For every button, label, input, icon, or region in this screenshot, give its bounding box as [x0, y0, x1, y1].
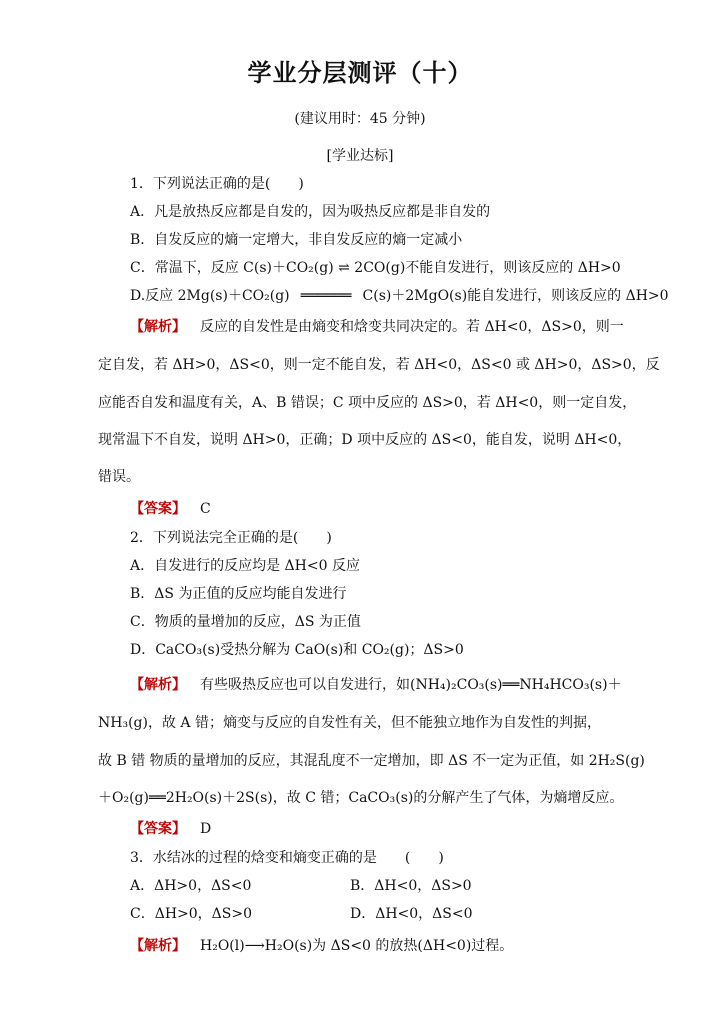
- analysis-tag: 【解析】: [130, 319, 186, 335]
- q1-option-d-reactants: D.反应 2Mg(s)＋CO₂(g): [130, 288, 290, 304]
- q1-explanation-line: 定自发，若 ΔH>0，ΔS<0，则一定不能自发，若 ΔH<0，ΔS<0 或 ΔH>0，ΔS>0，反: [98, 357, 660, 373]
- q3-option-d: D．ΔH<0，ΔS<0: [350, 906, 473, 922]
- q1-answer: [130, 500, 211, 518]
- q1-explanation-text: 反应的自发性是由熵变和焓变共同决定的。若 ΔH<0，ΔS>0，则一: [200, 319, 624, 335]
- page-title: 学业分层测评（十）: [247, 59, 473, 87]
- q3-option-c: C．ΔH>0，ΔS>0: [130, 906, 253, 922]
- answer-tag: 【答案】: [130, 501, 186, 517]
- q3-explanation-text: H₂O(l)⟶H₂O(s)为 ΔS<0 的放热(ΔH<0)过程。: [200, 938, 514, 954]
- q1-answer-value: C: [200, 501, 211, 517]
- q2-option-b: B．ΔS 为正值的反应均能自发进行: [130, 586, 347, 602]
- q2-explanation-line: 故 B 错 物质的量增加的反应，其混乱度不一定增加，即 ΔS 不一定为正值，如 2H₂S(g): [98, 753, 645, 769]
- q2-explanation-line: [130, 676, 622, 694]
- q2-explanation-text: 有些吸热反应也可以自发进行，如(NH₄)₂CO₃(s)══NH₄HCO₃(s)＋: [200, 677, 622, 693]
- q1-explanation-line: 错误。: [98, 469, 140, 485]
- time-note: (建议用时：45 分钟): [294, 111, 426, 127]
- q1-explanation-line: 应能否自发和温度有关，A、B 错误；C 项中反应的 ΔS>0，若 ΔH<0，则一定自发，: [98, 395, 637, 411]
- analysis-tag: 【解析】: [130, 677, 186, 693]
- reaction-arrow: ══════: [300, 288, 352, 304]
- analysis-tag: 【解析】: [130, 938, 186, 954]
- q1-option-b: B．自发反应的熵一定增大，非自发反应的熵一定减小: [130, 232, 463, 248]
- q2-option-d: D．CaCO₃(s)受热分解为 CaO(s)和 CO₂(g)；ΔS>0: [130, 642, 464, 658]
- answer-tag: 【答案】: [130, 821, 186, 837]
- q2-option-a: A．自发进行的反应均是 ΔH<0 反应: [130, 558, 360, 574]
- q2-answer-value: D: [200, 821, 212, 837]
- q3-explanation-line: [130, 937, 513, 955]
- q1-explanation-line: [130, 318, 624, 336]
- q2-explanation-line: ＋O₂(g)══2H₂O(s)＋2S(s)，故 C 错；CaCO₃(s)的分解产生了气体，为熵增反应。: [98, 790, 624, 806]
- q1-explanation-line: 现常温下不自发，说明 ΔH>0，正确；D 项中反应的 ΔS<0，能自发，说明 ΔH<0，: [98, 432, 632, 448]
- q2-stem: 2．下列说法完全正确的是( ): [130, 530, 332, 546]
- q2-explanation-line: NH₃(g)，故 A 错；熵变与反应的自发性有关，但不能独立地作为自发性的判据，: [98, 715, 601, 731]
- q1-stem: 1．下列说法正确的是( ): [130, 176, 304, 192]
- q2-answer: [130, 820, 211, 838]
- section-heading: [学业达标]: [326, 148, 394, 164]
- q2-option-c: C．物质的量增加的反应，ΔS 为正值: [130, 614, 361, 630]
- q1-option-d: [130, 287, 669, 305]
- q3-option-a: A．ΔH>0，ΔS<0: [130, 878, 252, 894]
- q1-option-c: C．常温下，反应 C(s)＋CO₂(g) ⇌ 2CO(g)不能自发进行，则该反应的 ΔH>0: [130, 260, 621, 276]
- q3-stem: 3．水结冰的过程的焓变和熵变正确的是 ( ): [130, 850, 444, 866]
- q1-option-a: A．凡是放热反应都是自发的，因为吸热反应都是非自发的: [130, 204, 491, 220]
- q1-option-d-products: C(s)＋2MgO(s)能自发进行，则该反应的 ΔH>0: [362, 288, 669, 304]
- q3-option-b: B．ΔH<0，ΔS>0: [350, 878, 472, 894]
